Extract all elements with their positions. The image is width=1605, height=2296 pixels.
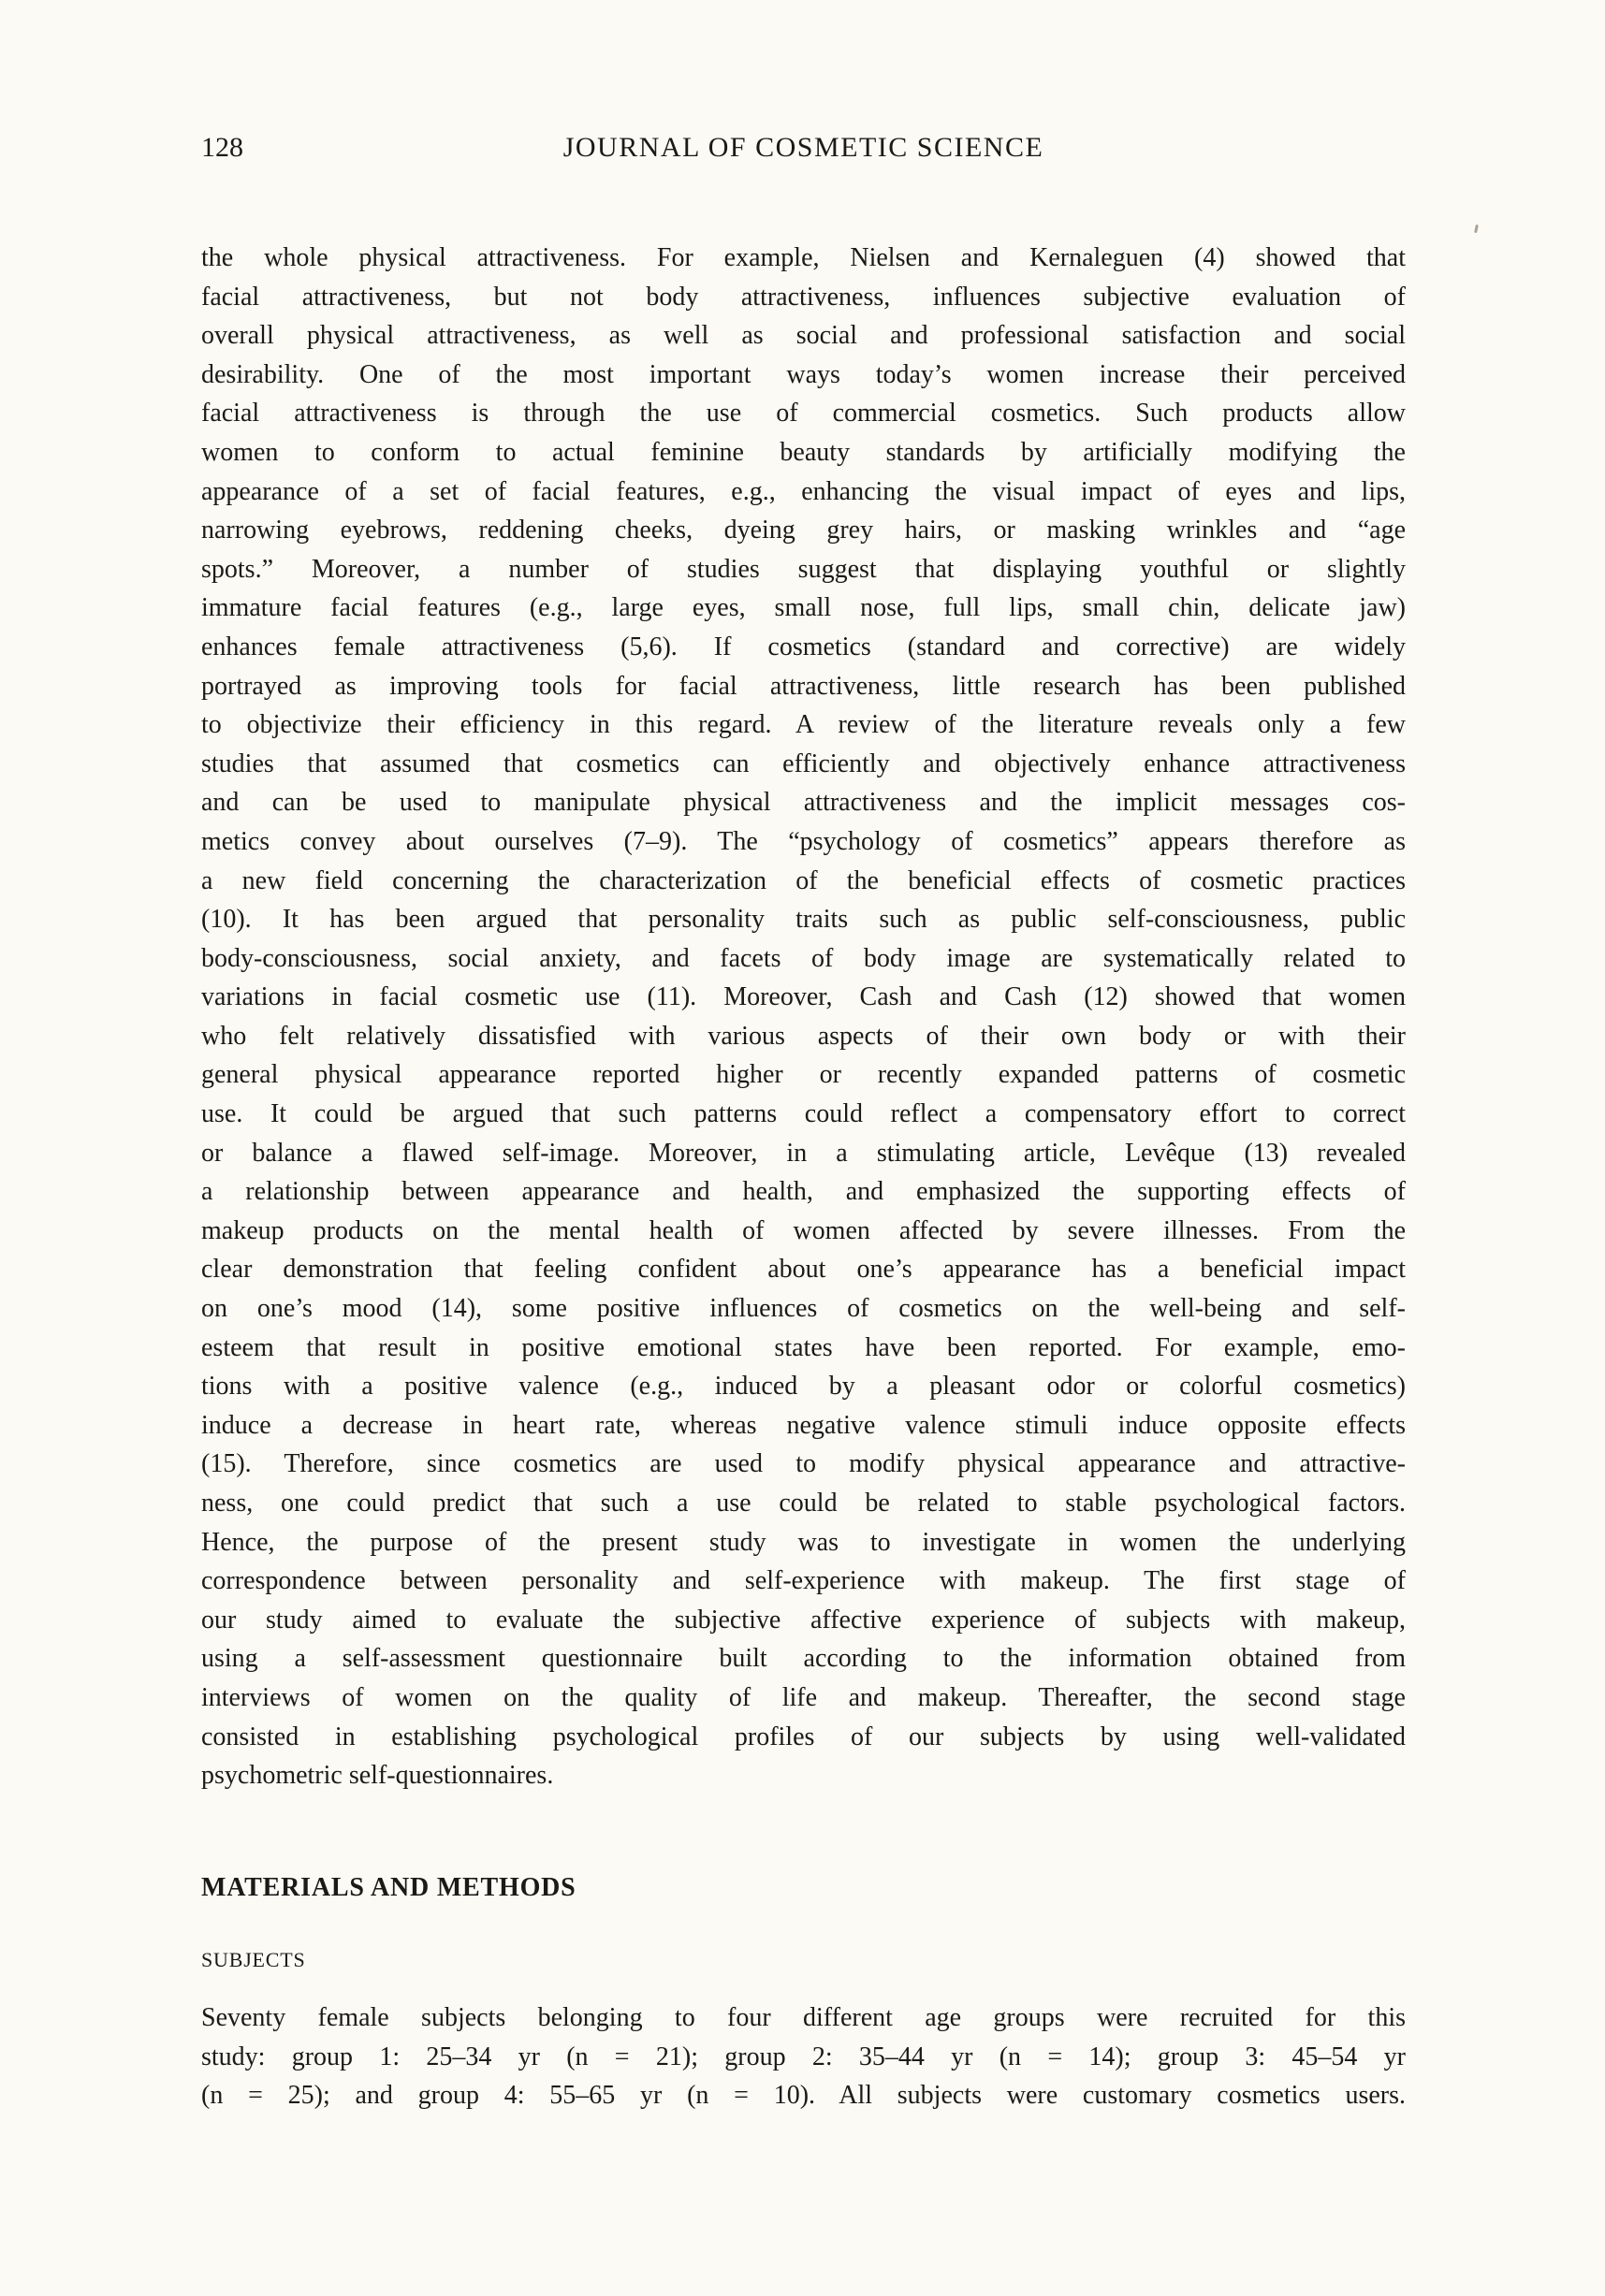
scan-artifact	[1474, 225, 1479, 233]
text-line: appearance of a set of facial features, e.g., enhancing the visual impact of eyes and lips,	[201, 476, 1406, 506]
text-line: spots.” Moreover, a number of studies suggest that displaying youthful or slightly	[201, 554, 1406, 584]
text-line: studies that assumed that cosmetics can efficiently and objectively enhance attractiveness	[201, 748, 1406, 778]
text-line: psychometric self-questionnaires.	[201, 1761, 554, 1791]
text-line: use. It could be argued that such patterns could reflect a compensatory effort to correct	[201, 1099, 1406, 1129]
text-line: using a self-assessment questionnaire built according to the information obtained from	[201, 1644, 1406, 1674]
text-line: women to conform to actual feminine beauty standards by artificially modifying the	[201, 437, 1406, 467]
subjects-heading: SUBJECTS	[201, 1948, 306, 1971]
text-line: facial attractiveness, but not body attractiveness, influences subjective evaluation of	[201, 282, 1406, 312]
text-line: Hence, the purpose of the present study was to investigate in women the underlying	[201, 1527, 1406, 1557]
text-line: desirability. One of the most important ways today’s women increase their perceived	[201, 359, 1406, 389]
text-line: esteem that result in positive emotional states have been reported. For example, emo-	[201, 1332, 1406, 1362]
text-line: a relationship between appearance and health, and emphasized the supporting effects of	[201, 1177, 1406, 1207]
text-line: ness, one could predict that such a use could be related to stable psychological factors.	[201, 1489, 1406, 1518]
text-line: makeup products on the mental health of women affected by severe illnesses. From the	[201, 1215, 1406, 1245]
subjects-paragraph	[201, 1998, 1406, 2115]
journal-title: JOURNAL OF COSMETIC SCIENCE	[562, 132, 1044, 163]
page-header	[201, 129, 1406, 167]
text-line: general physical appearance reported higher or recently expanded patterns of cosmetic	[201, 1060, 1406, 1090]
text-line: and can be used to manipulate physical attractiveness and the implicit messages cos-	[201, 788, 1406, 818]
text-line: to objectivize their efficiency in this regard. A review of the literature reveals only a few	[201, 710, 1406, 740]
text-line: metics convey about ourselves (7–9). The “psychology of cosmetics” appears therefore as	[201, 826, 1406, 856]
text-line: Seventy female subjects belonging to four different age groups were recruited for this	[201, 2003, 1406, 2032]
text-line: interviews of women on the quality of life and makeup. Thereafter, the second stage	[201, 1682, 1406, 1712]
text-line: enhances female attractiveness (5,6). If cosmetics (standard and corrective) are widely	[201, 632, 1406, 661]
text-line: a new field concerning the characterization of the beneficial effects of cosmetic practices	[201, 865, 1406, 895]
text-line: the whole physical attractiveness. For example, Nielsen and Kernaleguen (4) showed that	[201, 243, 1406, 272]
text-line: immature facial features (e.g., large eyes, small nose, full lips, small chin, delicate jaw)	[201, 593, 1406, 623]
text-line: clear demonstration that feeling confident about one’s appearance has a beneficial impact	[201, 1255, 1406, 1285]
text-line: narrowing eyebrows, reddening cheeks, dyeing grey hairs, or masking wrinkles and “age	[201, 516, 1406, 545]
text-line: consisted in establishing psychological profiles of our subjects by using well-validated	[201, 1722, 1406, 1751]
intro-paragraph	[201, 239, 1406, 1795]
text-line: correspondence between personality and self-experience with makeup. The first stage of	[201, 1566, 1406, 1596]
text-line: variations in facial cosmetic use (11). Moreover, Cash and Cash (12) showed that women	[201, 982, 1406, 1012]
text-line: (n = 25); and group 4: 55–65 yr (n = 10). All subjects were customary cosmetics users.	[201, 2081, 1406, 2111]
text-line: our study aimed to evaluate the subjective affective experience of subjects with makeup,	[201, 1605, 1406, 1635]
text-line: portrayed as improving tools for facial attractiveness, little research has been published	[201, 671, 1406, 701]
materials-methods-heading: MATERIALS AND METHODS	[201, 1873, 576, 1902]
text-line: overall physical attractiveness, as well as social and professional satisfaction and social	[201, 321, 1406, 351]
text-line: who felt relatively dissatisfied with various aspects of their own body or with their	[201, 1021, 1406, 1051]
text-line: or balance a flawed self-image. Moreover, in a stimulating article, Levêque (13) revealed	[201, 1138, 1406, 1168]
text-line: on one’s mood (14), some positive influences of cosmetics on the well-being and self-	[201, 1294, 1406, 1324]
text-line: induce a decrease in heart rate, whereas negative valence stimuli induce opposite effects	[201, 1410, 1406, 1440]
text-line: study: group 1: 25–34 yr (n = 21); group 2: 35–44 yr (n = 14); group 3: 45–54 yr	[201, 2042, 1406, 2071]
text-line: facial attractiveness is through the use of commercial cosmetics. Such products allow	[201, 399, 1406, 429]
text-line: (15). Therefore, since cosmetics are used to modify physical appearance and attractive-	[201, 1449, 1406, 1479]
text-line: (10). It has been argued that personality traits such as public self-consciousness, public	[201, 905, 1406, 935]
text-line: tions with a positive valence (e.g., induced by a pleasant odor or colorful cosmetics)	[201, 1372, 1406, 1402]
text-line: body-consciousness, social anxiety, and facets of body image are systematically related to	[201, 943, 1406, 973]
page-number: 128	[201, 132, 243, 163]
